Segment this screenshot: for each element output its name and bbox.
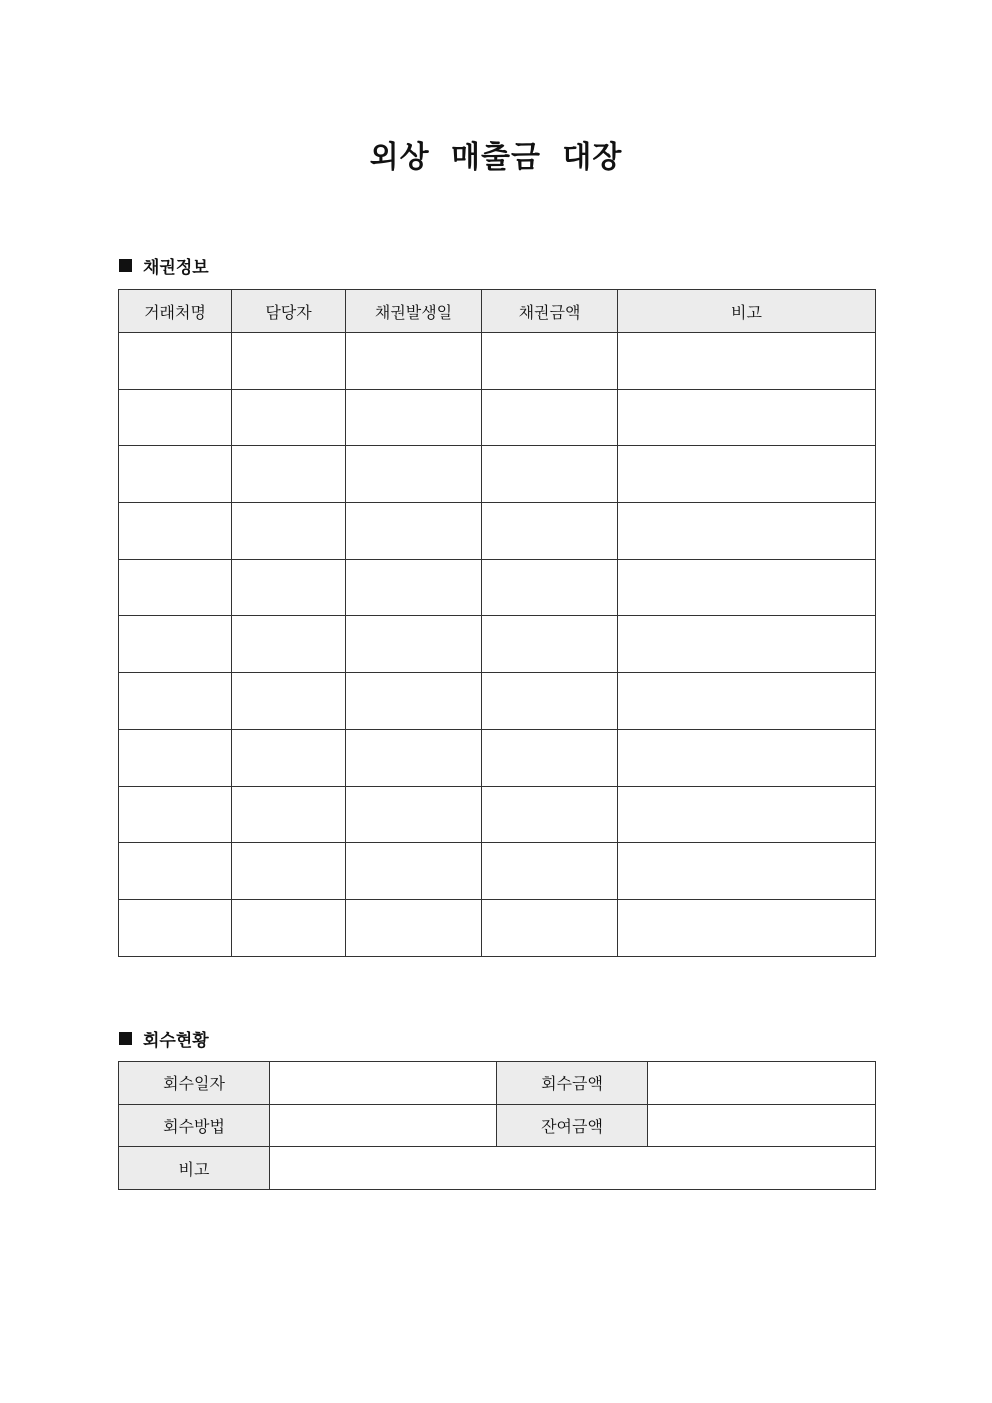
client-cell[interactable] — [119, 446, 232, 503]
manager-cell[interactable] — [232, 616, 346, 673]
issue-date-cell[interactable] — [346, 389, 482, 446]
section-heading-receivables — [119, 253, 209, 278]
manager-cell[interactable] — [232, 843, 346, 900]
collection-table — [118, 1061, 876, 1190]
amount-cell[interactable] — [482, 616, 618, 673]
issue-date-cell[interactable] — [346, 899, 482, 956]
note-cell[interactable] — [618, 559, 876, 616]
client-cell[interactable] — [119, 616, 232, 673]
client-cell[interactable] — [119, 729, 232, 786]
manager-cell[interactable] — [232, 503, 346, 560]
table-row — [119, 446, 876, 503]
client-cell[interactable] — [119, 333, 232, 390]
square-bullet-icon — [119, 1032, 132, 1045]
note-cell[interactable] — [618, 729, 876, 786]
column-header-manager: 담당자 — [232, 290, 346, 333]
amount-cell[interactable] — [482, 559, 618, 616]
issue-date-cell[interactable] — [346, 729, 482, 786]
table-header-row — [119, 290, 876, 333]
table-row — [119, 1147, 876, 1190]
issue-date-cell[interactable] — [346, 786, 482, 843]
section-heading-label: 회수현황 — [143, 1031, 209, 1051]
amount-cell[interactable] — [482, 899, 618, 956]
issue-date-cell[interactable] — [346, 333, 482, 390]
table-row — [119, 786, 876, 843]
amount-cell[interactable] — [482, 786, 618, 843]
manager-cell[interactable] — [232, 786, 346, 843]
table-row — [119, 1062, 876, 1105]
collection-amount-field[interactable] — [648, 1062, 876, 1105]
table-row — [119, 899, 876, 956]
client-cell[interactable] — [119, 503, 232, 560]
note-cell[interactable] — [618, 843, 876, 900]
amount-cell[interactable] — [482, 729, 618, 786]
section-heading-collection — [119, 1026, 209, 1051]
amount-cell[interactable] — [482, 333, 618, 390]
manager-cell[interactable] — [232, 446, 346, 503]
table-row — [119, 616, 876, 673]
collection-note-field[interactable] — [270, 1147, 876, 1190]
issue-date-cell[interactable] — [346, 503, 482, 560]
note-cell[interactable] — [618, 673, 876, 730]
square-bullet-icon — [119, 259, 132, 272]
note-cell[interactable] — [618, 333, 876, 390]
client-cell[interactable] — [119, 786, 232, 843]
issue-date-cell[interactable] — [346, 616, 482, 673]
manager-cell[interactable] — [232, 333, 346, 390]
receivables-table — [118, 289, 876, 957]
note-cell[interactable] — [618, 446, 876, 503]
column-header-client: 거래처명 — [119, 290, 232, 333]
label-collection-note: 비고 — [119, 1147, 270, 1190]
table-row — [119, 389, 876, 446]
manager-cell[interactable] — [232, 899, 346, 956]
note-cell[interactable] — [618, 899, 876, 956]
column-header-note: 비고 — [618, 290, 876, 333]
manager-cell[interactable] — [232, 389, 346, 446]
client-cell[interactable] — [119, 843, 232, 900]
amount-cell[interactable] — [482, 673, 618, 730]
label-collection-amount: 회수금액 — [497, 1062, 648, 1105]
issue-date-cell[interactable] — [346, 559, 482, 616]
amount-cell[interactable] — [482, 446, 618, 503]
column-header-amount: 채권금액 — [482, 290, 618, 333]
table-row — [119, 333, 876, 390]
note-cell[interactable] — [618, 389, 876, 446]
manager-cell[interactable] — [232, 673, 346, 730]
column-header-issue-date: 채권발생일 — [346, 290, 482, 333]
table-row — [119, 503, 876, 560]
remaining-balance-field[interactable] — [648, 1104, 876, 1147]
collection-date-field[interactable] — [270, 1062, 497, 1105]
table-row — [119, 673, 876, 730]
manager-cell[interactable] — [232, 729, 346, 786]
section-heading-label: 채권정보 — [143, 258, 209, 278]
note-cell[interactable] — [618, 616, 876, 673]
manager-cell[interactable] — [232, 559, 346, 616]
amount-cell[interactable] — [482, 843, 618, 900]
issue-date-cell[interactable] — [346, 673, 482, 730]
label-collection-date: 회수일자 — [119, 1062, 270, 1105]
note-cell[interactable] — [618, 786, 876, 843]
collection-method-field[interactable] — [270, 1104, 497, 1147]
issue-date-cell[interactable] — [346, 446, 482, 503]
document-title: 외상 매출금 대장 — [369, 140, 623, 175]
amount-cell[interactable] — [482, 503, 618, 560]
client-cell[interactable] — [119, 559, 232, 616]
table-row — [119, 559, 876, 616]
amount-cell[interactable] — [482, 389, 618, 446]
client-cell[interactable] — [119, 899, 232, 956]
issue-date-cell[interactable] — [346, 843, 482, 900]
table-row — [119, 729, 876, 786]
client-cell[interactable] — [119, 673, 232, 730]
note-cell[interactable] — [618, 503, 876, 560]
table-row — [119, 843, 876, 900]
label-collection-method: 회수방법 — [119, 1104, 270, 1147]
label-remaining-balance: 잔여금액 — [497, 1104, 648, 1147]
client-cell[interactable] — [119, 389, 232, 446]
table-row — [119, 1104, 876, 1147]
